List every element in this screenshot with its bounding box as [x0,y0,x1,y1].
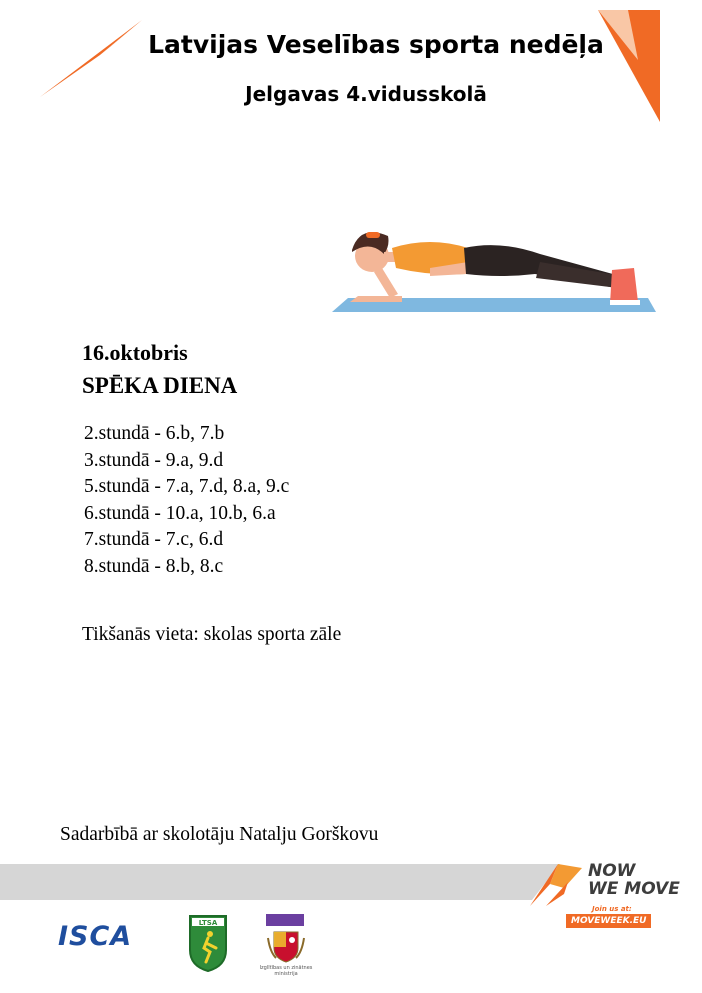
ministry-text: Izglītības un zinātnes ministrija [259,965,313,977]
schedule-list [84,421,289,580]
schedule-item: 2.stundā - 6.b, 7.b [84,423,225,444]
lsa-logo [188,914,228,972]
schedule-item: 7.stundā - 7.c, 6.d [84,529,224,550]
collaboration-note: Sadarbībā ar skolotāju Natalju Gorškovu [60,824,379,845]
meeting-place: Tikšanās vieta: skolas sporta zāle [82,624,342,645]
lsa-text: LTSA [198,919,218,927]
nowwemove-line2: WE MOVE [588,879,680,899]
schedule-item: 3.stundā - 9.a, 9.d [84,449,224,471]
footer-band [0,864,560,900]
event-date: 16.oktobris [82,340,188,365]
join-text: Join us at: [592,905,632,913]
moveweek-url: MOVEWEEK.EU [566,914,651,928]
schedule-item: 8.stundā - 8.b, 8.c [84,555,224,577]
nowwemove-logo-icon [528,860,584,908]
nowwemove-line1: NOW [588,861,636,881]
woman-plank-illustration [330,218,660,318]
schedule-item: 5.stundā - 7.a, 7.d, 8.a, 9.c [84,476,290,497]
page-subtitle: Jelgavas 4.vidusskolā [245,82,487,106]
page-title: Latvijas Veselības sporta nedēļa [148,30,604,59]
event-day-name: SPĒKA DIENA [82,373,238,398]
nowwemove-text [588,862,680,898]
ministry-logo [264,914,308,964]
schedule-item: 6.stundā - 10.a, 10.b, 6.a [84,502,276,524]
isca-logo: ISCA [58,921,133,952]
